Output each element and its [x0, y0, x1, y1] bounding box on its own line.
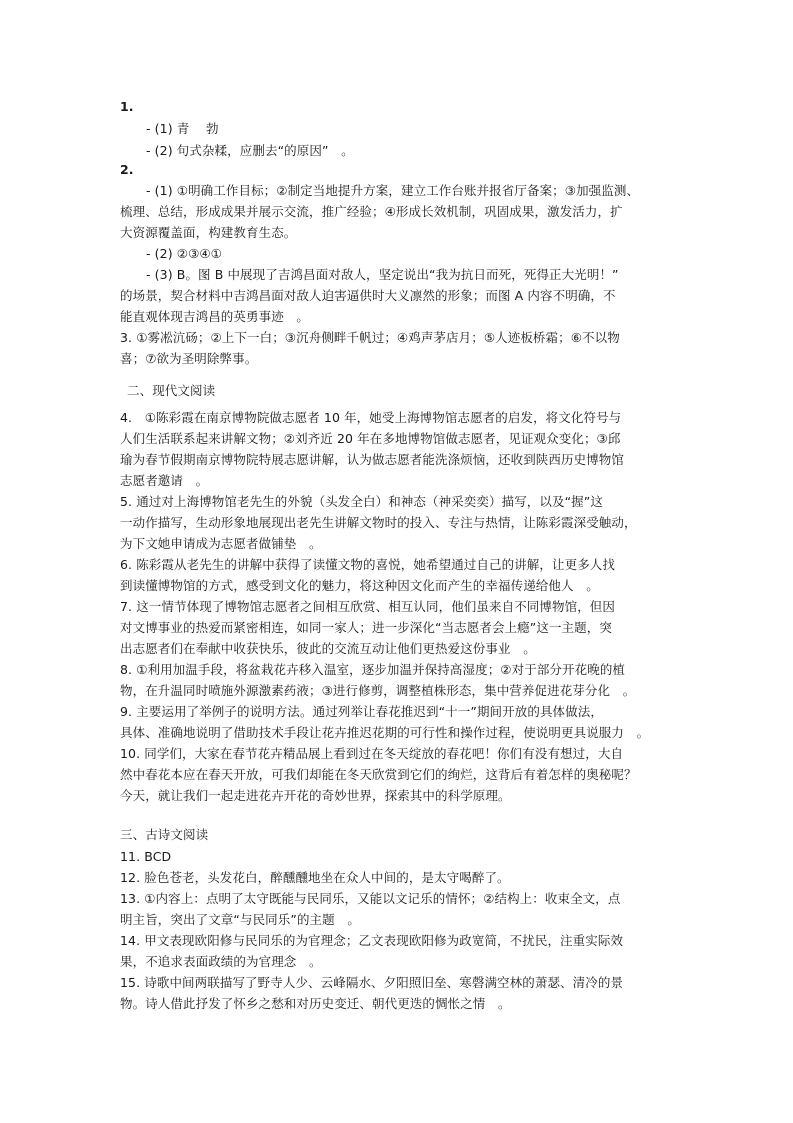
section-3-heading: 三、古诗文阅读: [120, 827, 209, 842]
q9-line2: 具体、准确地说明了借助技术手段让花卉推迟花期的可行性和操作过程，使说明更具说服力 。: [120, 725, 650, 740]
q2-part3-line2: 的场景，契合材料中吉鸿昌面对敌人迫害逼供时大义凛然的形象；而图 A 内容不明确，不: [120, 288, 616, 303]
q10-line2: 然中春花本应在春天开放，可我们却能在冬天欣赏到它们的绚烂，这背后有着怎样的奥秘呢？: [120, 767, 637, 782]
section-2-heading: 二、现代文阅读: [127, 383, 216, 398]
q5-line2: 一动作描写，生动形象地展现出老先生讲解文物时的投入、专注与热情，让陈彩霞深受触动，: [120, 515, 637, 530]
q3-line1: 3. ①雾凇沆砀；②上下一白；③沉舟侧畔千帆过；④鸡声茅店月；⑤人迹板桥霜；⑥不以物: [120, 330, 620, 345]
q4-line1: 4. ①陈彩霞在南京博物院做志愿者 10 年，她受上海博物馆志愿者的启发，将文化符号与: [120, 410, 622, 425]
q2-number: 2.: [120, 162, 134, 177]
q2-part1-line1: - (1) ①明确工作目标；②制定当地提升方案，建立工作台账并报省厅备案；③加强监测、: [146, 183, 640, 198]
q7-line2: 对文博事业的热爱而紧密相连，如同一家人；进一步深化“当志愿者会上瘾”这一主题，突: [120, 620, 612, 635]
q10-line3: 今天，就让我们一起走进花卉开花的奇妙世界，探索其中的科学原理。: [120, 788, 511, 803]
q13-line1: 13. ①内容上：点明了太守既能与民同乐，又能以文记乐的情怀；②结构上：收束全文，点: [120, 891, 621, 906]
q14-line2: 果，不追求表面政绩的为官理念 。: [120, 954, 322, 969]
q11-answer: 11. BCD: [120, 849, 172, 864]
q15-line1: 15. 诗歌中间两联描写了野寺人少、云峰隔水、夕阳照旧垒、寒磬满空林的萧瑟、清冷的景: [120, 975, 624, 990]
q14-line1: 14. 甲文表现欧阳修与民同乐的为官理念；乙文表现欧阳修为政宽简，不扰民，注重实际效: [120, 933, 624, 948]
q1-part2-answer: - (2) 句式杂糅，应删去“的原因” 。: [146, 143, 354, 158]
q13-line2: 明主旨，突出了文章“与民同乐”的主题 。: [120, 912, 360, 927]
q8-line1: 8. ①利用加温手段，将盆栽花卉移入温室，逐步加温并保持高湿度；②对于部分开花晚的植: [120, 662, 626, 677]
q2-part3-line3: 能直观体现吉鸿昌的英勇事迹 。: [120, 309, 310, 324]
q3-line2: 喜；⑦欲为圣明除弊事。: [120, 351, 258, 366]
q6-line2: 到读懂博物馆的方式，感受到文化的魅力，将这种因文化而产生的幸福传递给他人 。: [120, 578, 599, 593]
q4-line4: 志愿者邀请 。: [120, 473, 209, 488]
q2-part3-line1: - (3) B。图 B 中展现了吉鸿昌面对敌人，坚定说出“我为抗日而死，死得正大光明！”: [146, 267, 619, 282]
q12-answer: 12. 脸色苍老，头发花白，醉醺醺地坐在众人中间的，是太守喝醉了。: [120, 870, 510, 885]
q8-line2: 物，在升温同时喷施外源激素药液；③进行修剪，调整植株形态，集中营养促进花芽分化 。: [120, 683, 636, 698]
q4-line2: 人们生活联系起来讲解文物；②刘齐近 20 年在多地博物馆做志愿者，见证观众变化；③邱: [120, 431, 621, 446]
q1-part1-answer: - (1) 青 勃: [146, 121, 219, 136]
q9-line1: 9. 主要运用了举例子的说明方法。通过列举让春花推迟到“十一”期间开放的具体做法，: [120, 704, 603, 719]
q4-line3: 瑜为春节假期南京博物院特展志愿讲解，认为做志愿者能洗涤烦恼，还收到陕西历史博物馆: [120, 452, 625, 467]
q6-line1: 6. 陈彩霞从老先生的讲解中获得了读懂文物的喜悦，她希望通过自己的讲解，让更多人找: [120, 557, 616, 572]
q5-line1: 5. 通过对上海博物馆老先生的外貌（头发全白）和神态（神采奕奕）描写，以及“握”这: [120, 494, 603, 509]
q5-line3: 为下文她申请成为志愿者做铺垫 。: [120, 536, 322, 551]
q10-line1: 10. 同学们，大家在春节花卉精品展上看到过在冬天绽放的春花吧！你们有没有想过，大自: [120, 746, 624, 761]
q2-part1-line2: 梳理、总结，形成成果并展示交流，推广经验；④形成长效机制，巩固成果，激发活力，扩: [120, 204, 623, 219]
q15-line2: 物。诗人借此抒发了怀乡之愁和对历史变迁、朝代更迭的惆怅之情 。: [120, 996, 511, 1011]
q7-line1: 7. 这一情节体现了博物馆志愿者之间相互欣赏、相互认同，他们虽来自不同博物馆，但因: [120, 599, 616, 614]
q2-part1-line3: 大资源覆盖面，构建教育生态。: [120, 225, 297, 240]
q7-line3: 出志愿者们在奉献中收获快乐，彼此的交流互动让他们更热爱这份事业 。: [120, 641, 536, 656]
q2-part2-answer: - (2) ②③④①: [146, 246, 222, 261]
q1-number: 1.: [120, 99, 134, 114]
